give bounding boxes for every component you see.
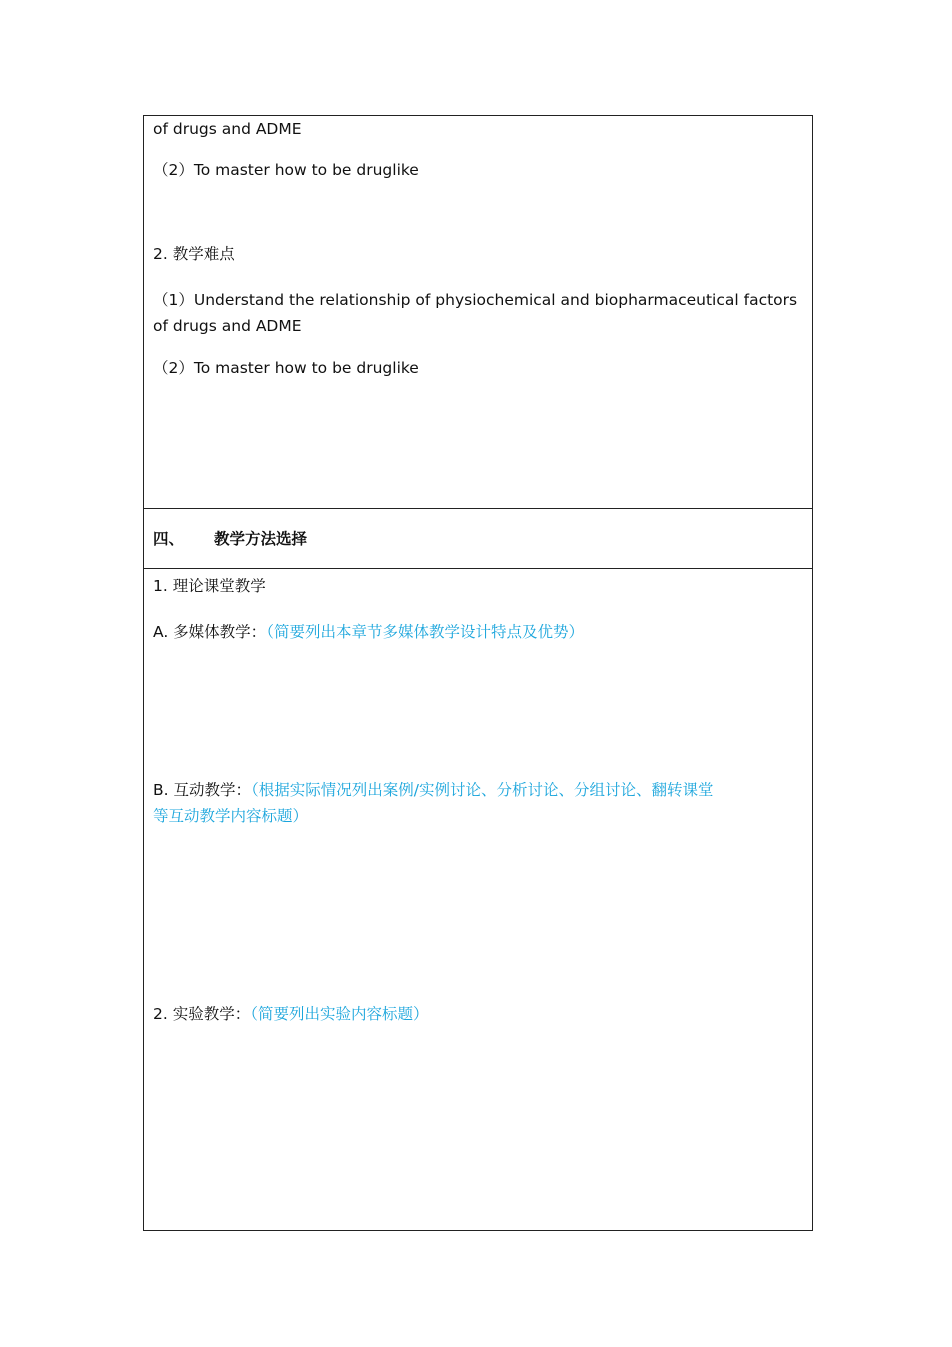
section-header-cell <box>144 509 812 569</box>
interactive-hint-line1: （根据实际情况列出案例/实例讨论、分析讨论、分组讨论、翻转课堂 <box>251 781 714 799</box>
lesson-plan-table <box>143 115 813 1231</box>
multimedia-hint: （简要列出本章节多媒体教学设计特点及优势） <box>266 623 584 641</box>
key-point-2: （2）To master how to be druglike <box>153 161 419 179</box>
difficulty-point-1-line2: of drugs and ADME <box>153 317 302 335</box>
teaching-methods-cell <box>144 569 812 1230</box>
interactive-hint-line2: 等互动教学内容标题） <box>153 807 309 825</box>
section-title: 教学方法选择 <box>214 530 308 548</box>
experiment-hint: （简要列出实验内容标题） <box>250 1005 429 1023</box>
theory-heading: 1. 理论课堂教学 <box>153 577 266 595</box>
difficulty-point-2: （2）To master how to be druglike <box>153 359 419 377</box>
multimedia-label: A. 多媒体教学： <box>153 623 267 641</box>
experiment-row <box>153 1001 798 1027</box>
difficulty-heading: 2. 教学难点 <box>153 245 235 263</box>
difficulty-point-1-line1: （1）Understand the relationship of physiochemical and biopharmaceutical factors <box>153 291 798 309</box>
section-title-row <box>153 526 798 552</box>
interactive-row <box>153 777 798 803</box>
teaching-points-cell <box>144 116 812 509</box>
multimedia-row <box>153 619 798 645</box>
section-number: 四、 <box>153 530 185 548</box>
experiment-label: 2. 实验教学： <box>153 1005 251 1023</box>
continued-text: of drugs and ADME <box>153 120 302 138</box>
interactive-label: B. 互动教学： <box>153 781 251 799</box>
